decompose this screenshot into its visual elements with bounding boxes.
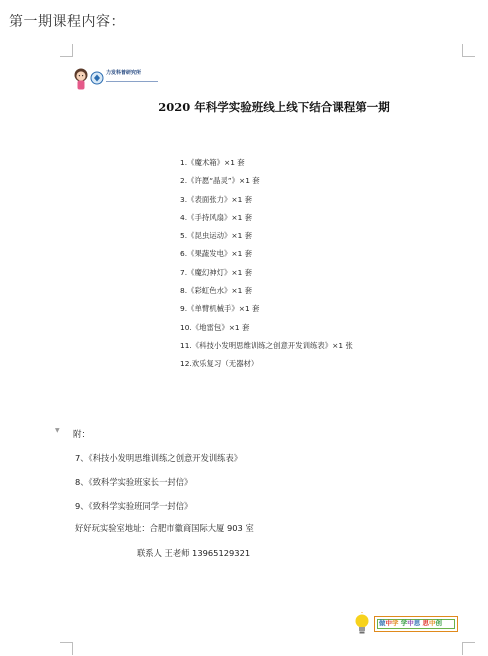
list-item: 5.《昆虫运动》×1 套 xyxy=(180,231,253,241)
list-item: 11.《科技小发明思维训练之创意开发训练表》×1 张 xyxy=(180,340,353,350)
footer-brand-box xyxy=(374,616,458,632)
list-item: 9.《单臂机械手》×1 套 xyxy=(180,304,260,314)
footer-brand-slogan xyxy=(379,619,442,627)
collapse-arrow-icon: ▼ xyxy=(55,427,60,434)
document-title: 2020 年科学实验班线上线下结合课程第一期 xyxy=(158,100,390,114)
footer-brand-char: 学 xyxy=(392,619,399,627)
footer-brand-char: 思 xyxy=(422,619,430,627)
footer-brand-char: 做 xyxy=(379,619,386,627)
crop-mark-top-left xyxy=(60,44,73,57)
footer-brand-char: 中 xyxy=(385,619,392,627)
appendix-heading: 附： xyxy=(73,430,91,440)
crop-mark-bottom-right xyxy=(462,642,475,655)
appendix-item: 8、《致科学实验班家长一封信》 xyxy=(75,477,193,488)
footer-brand-char: 中 xyxy=(407,619,414,627)
lightbulb-icon xyxy=(352,612,372,636)
footer-brand-char: 学 xyxy=(400,619,408,627)
mascot-logo-icon xyxy=(72,66,106,92)
list-item: 1.《魔术箱》×1 套 xyxy=(180,158,245,167)
list-item: 6.《果蔬发电》×1 套 xyxy=(180,249,253,259)
lab-address: 好好玩实验室地址：合肥市徽商国际大厦 903 室 xyxy=(75,523,254,533)
header-logo-underline xyxy=(106,81,158,82)
list-item: 10.《地雷包》×1 套 xyxy=(180,322,250,332)
header-logo xyxy=(72,66,162,92)
header-logo-text: 力发科普研究所 xyxy=(106,70,142,76)
footer-logo xyxy=(352,612,460,636)
footer-brand-char: 创 xyxy=(435,619,443,627)
footer-brand-char: 中 xyxy=(429,619,436,627)
appendix-item: 7、《科技小发明思维训练之创意开发训练表》 xyxy=(75,453,243,463)
list-item: 4.《手持风扇》×1 套 xyxy=(180,212,253,222)
appendix-item: 9、《致科学实验班同学一封信》 xyxy=(75,501,193,512)
list-item: 8.《彩虹色水》×1 套 xyxy=(180,286,253,296)
list-item: 2.《许愿“晶灵”》×1 套 xyxy=(180,176,260,186)
crop-mark-bottom-left xyxy=(60,642,73,655)
footer-brand-text xyxy=(379,618,442,628)
course-item-list xyxy=(180,154,353,374)
list-item: 7.《魔幻神灯》×1 套 xyxy=(180,267,253,277)
footer-brand-char: 思 xyxy=(413,619,421,627)
list-item: 12.欢乐复习（无器材） xyxy=(180,359,259,369)
crop-mark-top-right xyxy=(462,44,475,57)
section-caption: 第一期课程内容： xyxy=(9,14,125,30)
list-item: 3.《表面张力》×1 套 xyxy=(180,194,253,204)
appendix-list xyxy=(75,450,242,523)
contact-info: 联系人 王老师 13965129321 xyxy=(137,548,251,558)
